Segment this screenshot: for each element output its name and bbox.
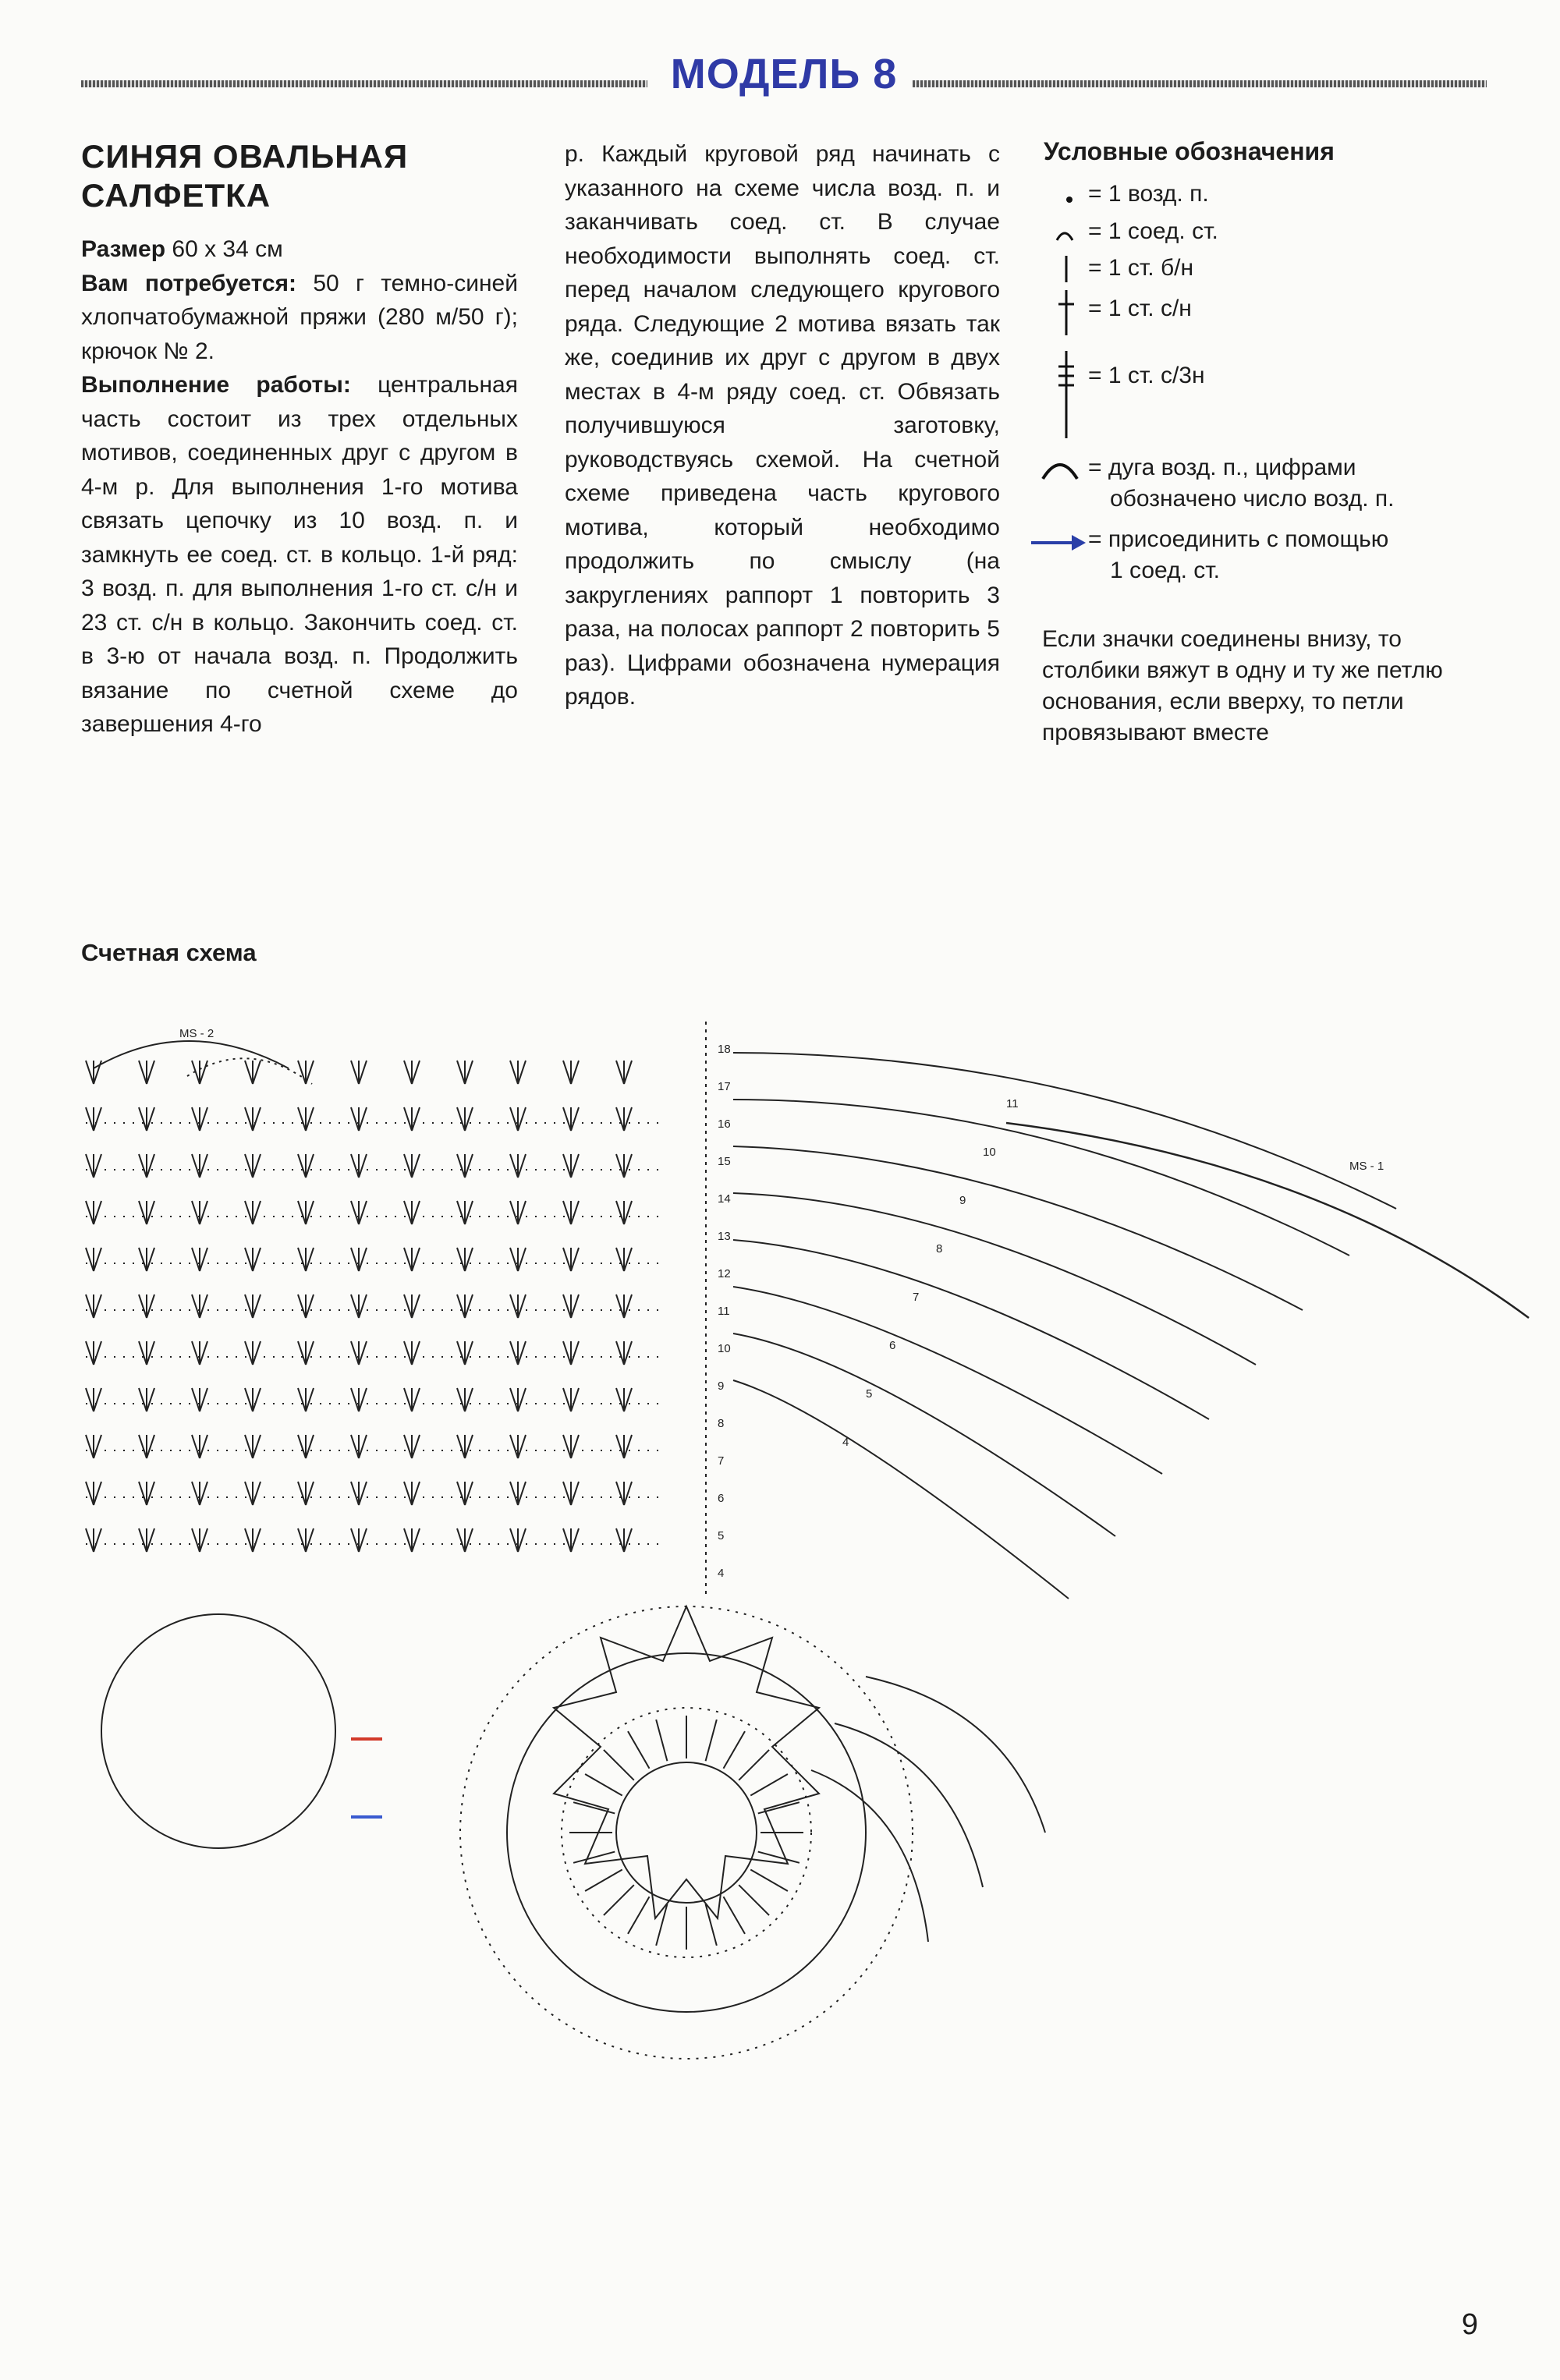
stitch-fan — [616, 1248, 632, 1271]
stitch-fan — [245, 1341, 261, 1365]
stitch-fan — [563, 1388, 579, 1411]
ms-label: MS - 1 — [1349, 1160, 1384, 1173]
stitch-fan — [351, 1248, 367, 1271]
size-label: Размер — [81, 236, 166, 262]
stitch-fan — [404, 1528, 420, 1552]
stitch-fan — [351, 1388, 367, 1411]
stitch-fan — [616, 1435, 632, 1458]
stitch-fan — [86, 1061, 101, 1084]
stitch-fan — [563, 1482, 579, 1505]
radial-stitch — [573, 1802, 615, 1813]
legend-item-triple-crochet: = 1 ст. с/3н — [1088, 363, 1205, 388]
radial-stitch — [758, 1802, 800, 1813]
stitch-fan — [510, 1435, 526, 1458]
radial-stitch — [656, 1719, 667, 1761]
stitch-fan — [192, 1201, 207, 1224]
stitch-fan — [139, 1201, 154, 1224]
stitch-fan — [457, 1107, 473, 1131]
stitch-fan — [404, 1294, 420, 1318]
article-title-line-1: СИНЯЯ ОВАЛЬНАЯ — [81, 138, 409, 175]
stitch-fan — [245, 1435, 261, 1458]
stitch-fan — [616, 1341, 632, 1365]
article-title-line-2: САЛФЕТКА — [81, 177, 271, 214]
row-number: 17 — [718, 1080, 731, 1093]
radial-stitch — [585, 1774, 622, 1796]
stitch-fan — [298, 1341, 314, 1365]
stitch-fan — [510, 1482, 526, 1505]
stitch-fan — [192, 1482, 207, 1505]
instructions-paragraph — [81, 368, 518, 742]
materials-label: Вам потребуется: — [81, 270, 297, 296]
legend-item-slip-stitch: = 1 соед. ст. — [1088, 218, 1218, 244]
legend-item-chain: = 1 возд. п. — [1088, 181, 1209, 207]
row-number: 8 — [718, 1417, 725, 1430]
stitch-fan — [139, 1154, 154, 1178]
row-number: 14 — [718, 1192, 731, 1206]
stitch-fan — [298, 1154, 314, 1178]
stitch-fan — [298, 1061, 314, 1084]
radial-stitch — [739, 1750, 769, 1780]
stitch-fan — [86, 1388, 101, 1411]
radial-stitch — [628, 1897, 650, 1934]
stitch-fan — [298, 1482, 314, 1505]
arc-number: 4 — [842, 1436, 849, 1449]
stitch-fan — [245, 1388, 261, 1411]
row-number: 9 — [718, 1379, 725, 1393]
radial-stitch — [585, 1870, 622, 1892]
article-column-1 — [81, 137, 518, 742]
stitch-fan — [86, 1154, 101, 1178]
stitch-fan — [457, 1201, 473, 1224]
stitch-fan — [245, 1201, 261, 1224]
stitch-fan — [86, 1294, 101, 1318]
stitch-fan — [351, 1482, 367, 1505]
stitch-fan — [351, 1528, 367, 1552]
stitch-fan — [563, 1248, 579, 1271]
arc-number: 6 — [889, 1339, 896, 1352]
stitch-fan — [245, 1154, 261, 1178]
cross-stitch-icon — [1034, 285, 1080, 340]
stitch-fan — [139, 1248, 154, 1271]
radial-stitch — [724, 1897, 746, 1934]
stitch-fan — [616, 1107, 632, 1131]
stitch-fan — [139, 1435, 154, 1458]
stitch-fan — [404, 1061, 420, 1084]
stitch-fan — [351, 1107, 367, 1131]
stitch-fan — [563, 1528, 579, 1552]
stitch-fan — [510, 1341, 526, 1365]
small-arc-icon — [1034, 217, 1080, 248]
stitch-fan — [404, 1435, 420, 1458]
stitch-fan — [457, 1061, 473, 1084]
instructions-continued: р. Каждый круговой ряд начинать с указанного на схеме числа возд. п. и заканчивать соед. ст. В случае необходимости выполнять соед. ст. перед началом следующего кругового ряда. Следующие 2 мотива вязать так же, соединив их друг с другом в двух местах в 4-м ряду соед. ст. Обвязать получившуюся заготовку, руководствуясь схемой. На счетной схеме приведена часть кругового мотива, который необходимо продолжить по смыслу (на закруглениях раппорт 1 повторить 3 раза, на полосах раппорт 2 повторить 5 раз). Цифрами обозначена нумерация рядов. — [565, 141, 1000, 710]
arrow-icon — [1028, 527, 1090, 558]
stitch-fan — [86, 1482, 101, 1505]
arc-number: 7 — [913, 1291, 920, 1304]
stitch-fan — [298, 1435, 314, 1458]
arc-number: 5 — [866, 1387, 873, 1401]
stitch-fan — [510, 1201, 526, 1224]
stitch-fan — [192, 1248, 207, 1271]
arc-icon — [1034, 452, 1080, 483]
size-paragraph — [81, 232, 518, 267]
stitch-fan — [245, 1248, 261, 1271]
stitch-fan — [510, 1248, 526, 1271]
stitch-fan — [245, 1107, 261, 1131]
stitch-fan — [351, 1341, 367, 1365]
stitch-fan — [86, 1248, 101, 1271]
row-number: 5 — [718, 1529, 725, 1542]
stitch-fan — [404, 1154, 420, 1178]
radial-stitch — [706, 1719, 717, 1761]
stitch-fan — [351, 1201, 367, 1224]
row-number: 4 — [718, 1567, 725, 1580]
stitch-fan — [139, 1482, 154, 1505]
row-number: 18 — [718, 1043, 731, 1056]
stitch-fan — [563, 1154, 579, 1178]
stitch-fan — [457, 1294, 473, 1318]
row-number: 7 — [718, 1454, 725, 1468]
radial-stitch — [724, 1731, 746, 1769]
row-number: 16 — [718, 1117, 731, 1131]
stitch-fan — [86, 1435, 101, 1458]
row-number: 12 — [718, 1267, 731, 1280]
stitch-fan — [404, 1248, 420, 1271]
article-title — [81, 137, 518, 215]
stitch-fan — [404, 1341, 420, 1365]
stitch-fan — [563, 1341, 579, 1365]
legend-item-chain-arc — [1088, 452, 1395, 515]
stitch-fan — [86, 1341, 101, 1365]
crochet-chart — [70, 1006, 1537, 2285]
row-number: 11 — [718, 1305, 730, 1318]
row-number: 15 — [718, 1155, 731, 1168]
stitch-fan — [351, 1154, 367, 1178]
stitch-fan — [616, 1388, 632, 1411]
stitch-fan — [510, 1294, 526, 1318]
stitch-fan — [192, 1388, 207, 1411]
legend-join-line-1: = присоединить с помощью — [1088, 526, 1389, 552]
page-number: 9 — [1461, 2308, 1478, 2341]
legend-join-line-2: 1 соед. ст. — [1110, 558, 1220, 583]
stitch-fan — [192, 1154, 207, 1178]
stitch-fan — [457, 1388, 473, 1411]
stitch-fan — [298, 1248, 314, 1271]
header-rule-right — [913, 80, 1487, 87]
radial-stitch — [628, 1731, 650, 1769]
radial-stitch — [604, 1885, 634, 1915]
stitch-fan — [404, 1482, 420, 1505]
stitch-fan — [510, 1528, 526, 1552]
radial-stitch — [604, 1750, 634, 1780]
stitch-fan — [298, 1388, 314, 1411]
stitch-fan — [192, 1107, 207, 1131]
stitch-fan — [563, 1061, 579, 1084]
dot-icon — [1034, 182, 1080, 214]
stitch-fan — [616, 1061, 632, 1084]
stitch-fan — [563, 1201, 579, 1224]
stitch-fan — [192, 1294, 207, 1318]
schema-label: Счетная схема — [81, 939, 257, 966]
radial-stitch — [750, 1870, 788, 1892]
stitch-fan — [510, 1388, 526, 1411]
radial-stitch — [739, 1885, 769, 1915]
arc-number: 8 — [936, 1242, 943, 1256]
article-column-2 — [565, 137, 1000, 714]
legend-item-join — [1088, 524, 1388, 586]
stitch-fan — [139, 1061, 154, 1084]
stitch-fan — [86, 1201, 101, 1224]
stitch-fan — [351, 1294, 367, 1318]
row-number: 13 — [718, 1230, 731, 1243]
legend-item-single-crochet: = 1 ст. б/н — [1088, 255, 1194, 281]
stitch-fan — [245, 1294, 261, 1318]
stitch-fan — [192, 1341, 207, 1365]
stitch-fan — [404, 1201, 420, 1224]
stitch-fan — [457, 1528, 473, 1552]
stitch-fan — [245, 1528, 261, 1552]
stitch-fan — [457, 1248, 473, 1271]
stitch-fan — [457, 1154, 473, 1178]
stitch-fan — [298, 1528, 314, 1552]
stitch-fan — [86, 1528, 101, 1552]
radial-stitch — [750, 1774, 788, 1796]
legend-arc-line-2: обозначено число возд. п. — [1110, 486, 1395, 512]
instructions-value: центральная часть состоит из трех отдельных мотивов, соединенных друг с другом в 4-м р. Для выполнения 1-го мотива связать цепочку из 10 возд. п. и замкнуть ее соед. ст. в кольцо. 1-й ряд: 3 возд. п. для выполнения 1-го ст. с/н и 23 ст. с/н в кольцо. Закончить соед. ст. в 3-ю от начала возд. п. Продолжить вязание по счетной схеме до завершения 4-го — [81, 372, 518, 737]
legend-item-double-crochet: = 1 ст. с/н — [1088, 296, 1192, 321]
stitch-fan — [563, 1294, 579, 1318]
stitch-fan — [139, 1341, 154, 1365]
stitch-fan — [510, 1154, 526, 1178]
stitch-fan — [457, 1482, 473, 1505]
stitch-fan — [616, 1201, 632, 1224]
ms-label: MS - 2 — [179, 1027, 214, 1040]
stitch-fan — [616, 1154, 632, 1178]
stitch-fan — [351, 1435, 367, 1458]
double-cross-stitch-icon — [1034, 348, 1080, 441]
stitch-fan — [351, 1061, 367, 1084]
arc-number: 10 — [983, 1146, 996, 1159]
stitch-fan — [616, 1294, 632, 1318]
stitch-fan — [192, 1528, 207, 1552]
stitch-fan — [192, 1435, 207, 1458]
model-title: МОДЕЛЬ 8 — [670, 51, 898, 97]
stitch-fan — [404, 1388, 420, 1411]
stitch-fan — [298, 1107, 314, 1131]
stitch-fan — [457, 1341, 473, 1365]
stitch-fan — [457, 1435, 473, 1458]
legend-arc-line-1: = дуга возд. п., цифрами — [1088, 455, 1356, 480]
stitch-fan — [298, 1201, 314, 1224]
stitch-fan — [563, 1435, 579, 1458]
materials-paragraph — [81, 267, 518, 369]
stitch-fan — [563, 1107, 579, 1131]
stitch-fan — [616, 1528, 632, 1552]
size-value: 60 х 34 см — [165, 236, 283, 262]
stitch-fan — [298, 1294, 314, 1318]
stitch-fan — [139, 1294, 154, 1318]
stitch-fan — [245, 1061, 261, 1084]
vertical-bar-icon — [1034, 250, 1080, 289]
legend-note: Если значки соединены внизу, то столбики вяжут в одну и ту же петлю основания, если вверху, то петли провязывают вместе — [1042, 626, 1443, 746]
row-number: 10 — [718, 1342, 731, 1355]
materials-value: 50 г темно-синей хлопчатобумажной пряжи (280 м/50 г); крючок № 2. — [81, 270, 518, 364]
stitch-fan — [245, 1482, 261, 1505]
stitch-fan — [139, 1528, 154, 1552]
stitch-fan — [510, 1061, 526, 1084]
row-number: 6 — [718, 1492, 725, 1505]
header-rule-left — [81, 80, 647, 87]
stitch-fan — [404, 1107, 420, 1131]
arc-number: 9 — [959, 1194, 966, 1207]
stitch-fan — [86, 1107, 101, 1131]
stitch-fan — [510, 1107, 526, 1131]
stitch-fan — [139, 1107, 154, 1131]
legend-title: Условные обозначения — [1044, 137, 1335, 165]
arc-number: 11 — [1006, 1097, 1019, 1110]
instructions-label: Выполнение работы: — [81, 372, 351, 398]
stitch-fan — [139, 1388, 154, 1411]
stitch-fan — [616, 1482, 632, 1505]
